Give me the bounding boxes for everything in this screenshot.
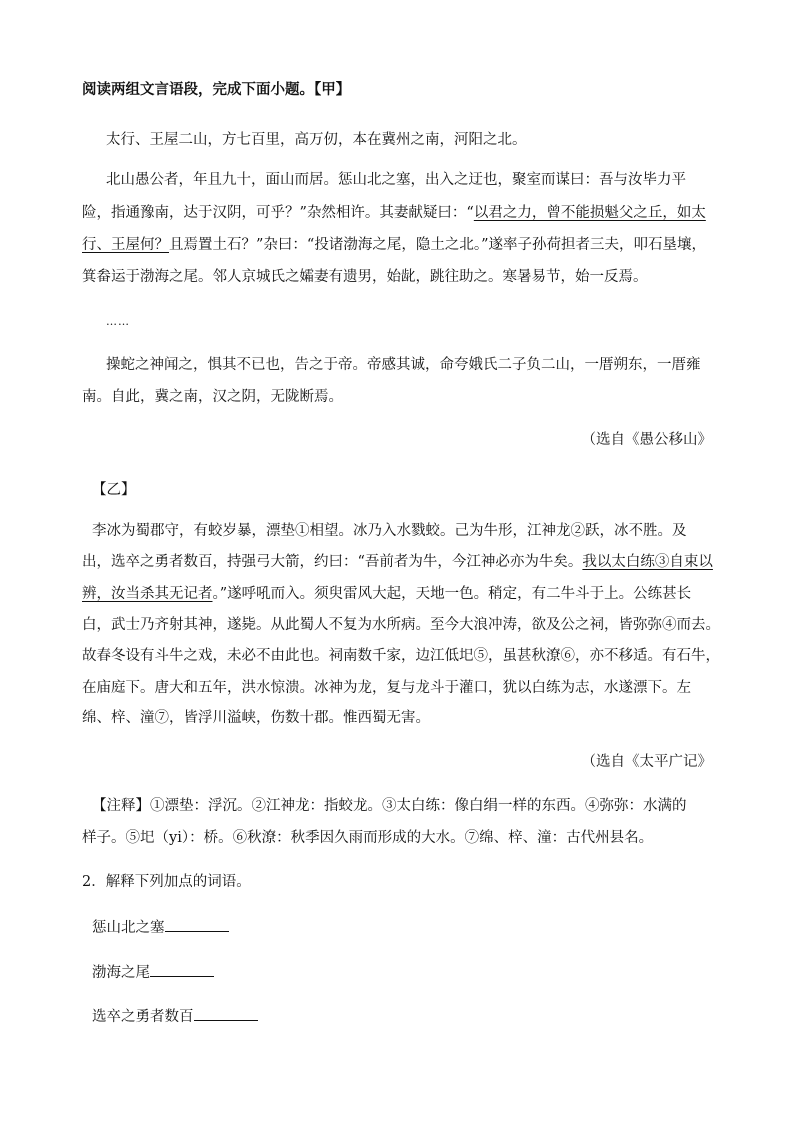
answer-blank[interactable] <box>150 962 214 977</box>
notes-line-2: 样子。⑤圯（yi）：桥。⑥秋潦：秋季因久雨而形成的大水。⑦绵、梓、潼：古代州县名。 <box>82 830 654 846</box>
jia-paragraph-3-line-1: 操蛇之神闻之，惧其不已也，告之于帝。帝感其诚，命夸娥氏二子负二山，一厝朔东，一厝雍 <box>106 357 701 373</box>
yi-text: 出，选卒之勇者数百，持强弓大箭，约曰：“吾前者为牛，今江神必亦为牛矣。 <box>82 554 583 570</box>
question-title: 2．解释下列加点的词语。 <box>82 874 251 890</box>
underlined-sentence: 我以太白练③自束以 <box>582 554 713 570</box>
notes-line-1: 【注释】①漂垫：浮沉。②江神龙：指蛟龙。③太白练：像白绢一样的东西。④弥弥：水满的 <box>92 798 687 814</box>
question-item-text: 渤海之尾 <box>92 965 150 981</box>
yi-line-2 <box>82 552 713 572</box>
yi-line-4: 白，武士乃齐射其神，遂毙。从此蜀人不复为水所病。至今大浪冲涛，欲及公之祠，皆弥弥④而去。 <box>82 617 720 633</box>
underlined-sentence: 辨，汝当杀其无记者 <box>82 586 213 602</box>
jia-paragraph-2-line-2 <box>82 203 706 223</box>
yi-line-6: 在庙庭下。唐大和五年，洪水惊溃。冰神为龙，复与龙斗于灌口，犹以白练为志，水遂漂下。左 <box>82 680 691 696</box>
jia-paragraph-3-line-2: 南。自此，冀之南，汉之阴，无陇断焉。 <box>82 389 343 405</box>
jia-paragraph-2-line-4: 箕畚运于渤海之尾。邻人京城氏之孀妻有遗男，始龀，跳往助之。寒暑易节，始一反焉。 <box>82 269 648 285</box>
underlined-sentence: 以君之力，曾不能损魁父之丘，如太 <box>473 205 706 221</box>
question-item-text: 选卒之勇者数百 <box>92 1009 194 1025</box>
passage-heading: 阅读两组文言语段，完成下面小题。【甲】 <box>82 81 351 98</box>
jia-paragraph-2-line-1: 北山愚公者，年且九十，面山而居。惩山北之塞，出入之迂也，聚室而谋曰：吾与汝毕力平 <box>106 172 686 188</box>
yi-line-1: 李冰为蜀郡守，有蛟岁暴，漂垫①相望。冰乃入水戮蛟。己为牛形，江神龙②跃，冰不胜。及 <box>92 523 687 539</box>
yi-text: 。”遂呼吼而入。须臾雷风大起，天地一色。稍定，有二牛斗于上。公练甚长 <box>212 586 692 602</box>
jia-paragraph-2-line-3 <box>82 235 706 255</box>
answer-blank[interactable] <box>194 1006 258 1021</box>
jia-paragraph-1: 太行、王屋二山，方七百里，高万仞，本在冀州之南，河阳之北。 <box>106 132 527 148</box>
jia-source: （选自《愚公移山》 <box>581 432 712 448</box>
yi-line-3 <box>82 584 691 604</box>
yi-heading: 【乙】 <box>92 482 136 498</box>
jia-text: 且焉置土石？”杂曰：“投诸渤海之尾，隐土之北。”遂率子孙荷担者三夫，叩石垦壤， <box>169 237 706 253</box>
ellipsis: …… <box>106 315 130 328</box>
question-item-text: 惩山北之塞 <box>92 920 165 936</box>
question-item <box>92 917 229 938</box>
yi-source: （选自《太平广记》 <box>581 754 712 770</box>
answer-blank[interactable] <box>165 917 229 932</box>
yi-line-5: 故春冬设有斗牛之戏，未必不由此也。祠南数千家，边江低圯⑤，虽甚秋潦⑥，亦不移适。有石牛， <box>82 648 720 664</box>
jia-text: 险，指通豫南，达于汉阴，可乎？”杂然相许。其妻献疑曰：“ <box>82 205 474 221</box>
question-item <box>92 962 214 983</box>
yi-line-7: 绵、梓、潼⑦，皆浮川溢峡，伤数十郡。惟西蜀无害。 <box>82 710 430 726</box>
underlined-sentence: 行、王屋何？ <box>82 237 169 253</box>
question-item <box>92 1006 258 1027</box>
